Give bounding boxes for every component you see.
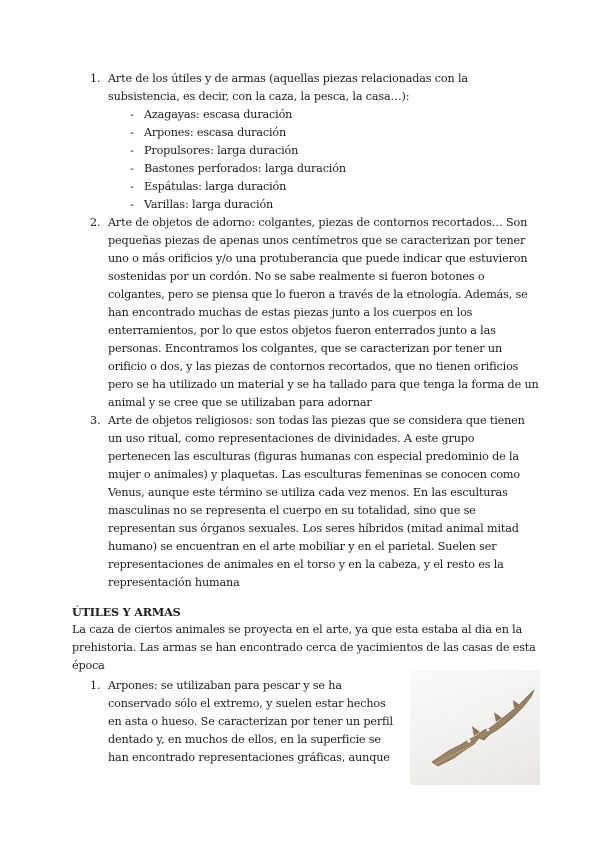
list-item: [90, 412, 540, 592]
sublist-item: - Propulsores: larga duración: [130, 144, 299, 157]
sublist-item-text: Arpones: escasa duración: [144, 126, 287, 139]
list-item-text: Arte de los útiles y de armas (aquellas piezas relacionadas con la subsistencia, es decir, con la caza, la pesca, la casa…):: [108, 72, 468, 103]
list-number: 2.: [90, 216, 101, 229]
list-item-text: Arte de objetos religiosos: son todas las piezas que se considera que tienen un uso ritual, como representaciones de divinidades. A este grupo pertenecen las esculturas (figuras humanas con especial predominio de la mujer o animales) y plaquetas. Las esculturas femeninas se conocen como Venus, aunque este término se utiliza cada vez menos. En las esculturas masculinas no se representa el cuerpo en su totalidad, sino que se representan sus órganos sexuales. Los seres híbridos (mitad animal mitad humano) se encuentran en el arte mobiliar y en el parietal. Suelen ser representaciones de animales en el torso y en la cabeza, y el resto es la representación humana: [108, 414, 525, 589]
list-item: [90, 677, 400, 767]
list-item-text: Arpones: se utilizaban para pescar y se ha conservado sólo el extremo, y suelen estar hechos en asta o hueso. Se caracterizan por tener un perfil dentado y, en muchos de ellos, en la superficie se han encontrado representaciones gráficas, aunque: [108, 679, 393, 764]
sublist-item: - Varillas: larga duración: [130, 198, 274, 211]
harpoon-photo-icon: [410, 670, 540, 785]
harpoon-photo: [410, 670, 540, 785]
sublist-item: - Azagayas: escasa duración: [130, 108, 293, 121]
weapons-list: [90, 677, 400, 767]
artifact-types-list: [90, 70, 540, 592]
sublist-item-text: Azagayas: escasa duración: [144, 108, 293, 121]
list-item: [90, 70, 540, 214]
list-number: 1.: [90, 72, 101, 85]
list-item: [90, 214, 540, 412]
weapon-sublist: [130, 106, 540, 214]
sublist-item-text: Propulsores: larga duración: [144, 144, 299, 157]
list-item-text: Arte de objetos de adorno: colgantes, piezas de contornos recortados… Son pequeñas piezas de apenas unos centímetros que se caracterizan por tener uno o más orificios y/o una protuberancia que puede indicar que estuvieron sostenidas por un cordón. No se sabe realmente si fueron botones o colgantes, pero se piensa que lo fueron a través de la etnología. Además, se han encontrado muchas de estas piezas junto a los cuerpos en los enterramientos, por lo que estos objetos fueron enterrados junto a las personas. Encontramos los colgantes, que se caracterizan por tener un orificio o dos, y las piezas de contornos recortados, que no tienen orificios pero se ha utilizado un material y se ha tallado para que tenga la forma de un animal y se cree que se utilizaban para adornar: [108, 216, 539, 409]
sublist-item-text: Espátulas: larga duración: [144, 180, 287, 193]
sublist-item-text: Bastones perforados: larga duración: [144, 162, 346, 175]
sublist-item: - Espátulas: larga duración: [130, 180, 287, 193]
list-number: 1.: [90, 679, 101, 692]
sublist-item-text: Varillas: larga duración: [144, 198, 274, 211]
sublist-item: - Arpones: escasa duración: [130, 126, 287, 139]
list-number: 3.: [90, 414, 101, 427]
section-heading: ÚTILES Y ARMAS: [72, 605, 181, 619]
section-intro: La caza de ciertos animales se proyecta en el arte, ya que esta estaba al dia en la prehistoria. Las armas se han encontrado cerca de yacimientos de las casas de esta época: [72, 623, 536, 672]
utiles-armas-section: [72, 603, 542, 675]
sublist-item: - Bastones perforados: larga duración: [130, 162, 346, 175]
